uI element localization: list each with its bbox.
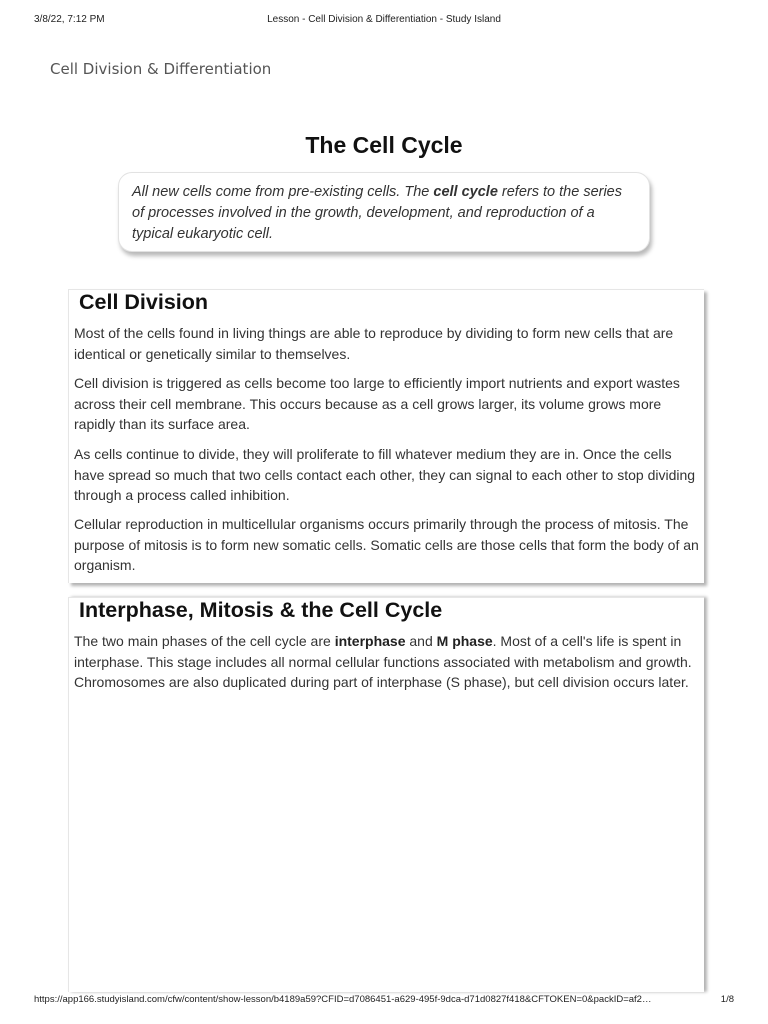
print-url: https://app166.studyisland.com/cfw/content/show-lesson/b4189a59?CFID=d7086451-a629-495f-9dca-d71d0827f418&CFTOKEN=0&packID=af2… bbox=[34, 994, 652, 1005]
section-heading-cell-division: Cell Division bbox=[79, 290, 209, 314]
bold-term-m-phase: M phase bbox=[436, 633, 493, 649]
paragraph-text: . Most of a cell's life is spent in interphase. This stage includes all normal cellular functions associated with metabolism and growth. Chromosomes are also duplicated during part of interphase (S phase), but cell division occurs later. bbox=[74, 633, 692, 690]
intro-text-after: refers to the series of processes involved in the growth, development, and reproduction of a typical eukaryotic cell. bbox=[132, 184, 622, 242]
print-datetime: 3/8/22, 7:12 PM bbox=[34, 14, 105, 25]
print-header bbox=[34, 14, 734, 28]
intro-bold-term: cell cycle bbox=[433, 184, 498, 200]
print-document-title: Lesson - Cell Division & Differentiation - Study Island bbox=[267, 14, 501, 25]
print-page-number: 1/8 bbox=[720, 994, 734, 1005]
lesson-title: Cell Division & Differentiation bbox=[50, 60, 272, 78]
bold-term-interphase: interphase bbox=[334, 633, 406, 649]
section-paragraph bbox=[74, 631, 700, 693]
section-card-interphase bbox=[68, 597, 704, 992]
page-heading: The Cell Cycle bbox=[305, 132, 463, 158]
paragraph-text: and bbox=[405, 633, 437, 649]
print-footer bbox=[34, 994, 734, 1008]
section-paragraph: Most of the cells found in living things are able to reproduce by dividing to form new cells that are identical or genetically similar to themselves. bbox=[74, 325, 674, 362]
section-paragraph: Cellular reproduction in multicellular organisms occurs primarily through the process of mitosis. The purpose of mitosis is to form new somatic cells. Somatic cells are those cells that form the body of an organism. bbox=[74, 516, 699, 573]
intro-text-before: All new cells come from pre-existing cells. The bbox=[132, 184, 434, 200]
section-card-cell-division bbox=[68, 289, 704, 583]
intro-callout bbox=[118, 172, 650, 252]
section-paragraph: Cell division is triggered as cells become too large to efficiently import nutrients and export wastes across their cell membrane. This occurs because as a cell grows larger, its volume grows more rapidly than its surface area. bbox=[74, 375, 680, 432]
paragraph-text: The two main phases of the cell cycle are bbox=[74, 633, 335, 649]
section-paragraph: As cells continue to divide, they will proliferate to fill whatever medium they are in. Once the cells have spread so much that two cells contact each other, they can signal to each other to stop dividing through a process called inhibition. bbox=[74, 446, 696, 503]
section-heading-interphase: Interphase, Mitosis & the Cell Cycle bbox=[79, 598, 443, 622]
